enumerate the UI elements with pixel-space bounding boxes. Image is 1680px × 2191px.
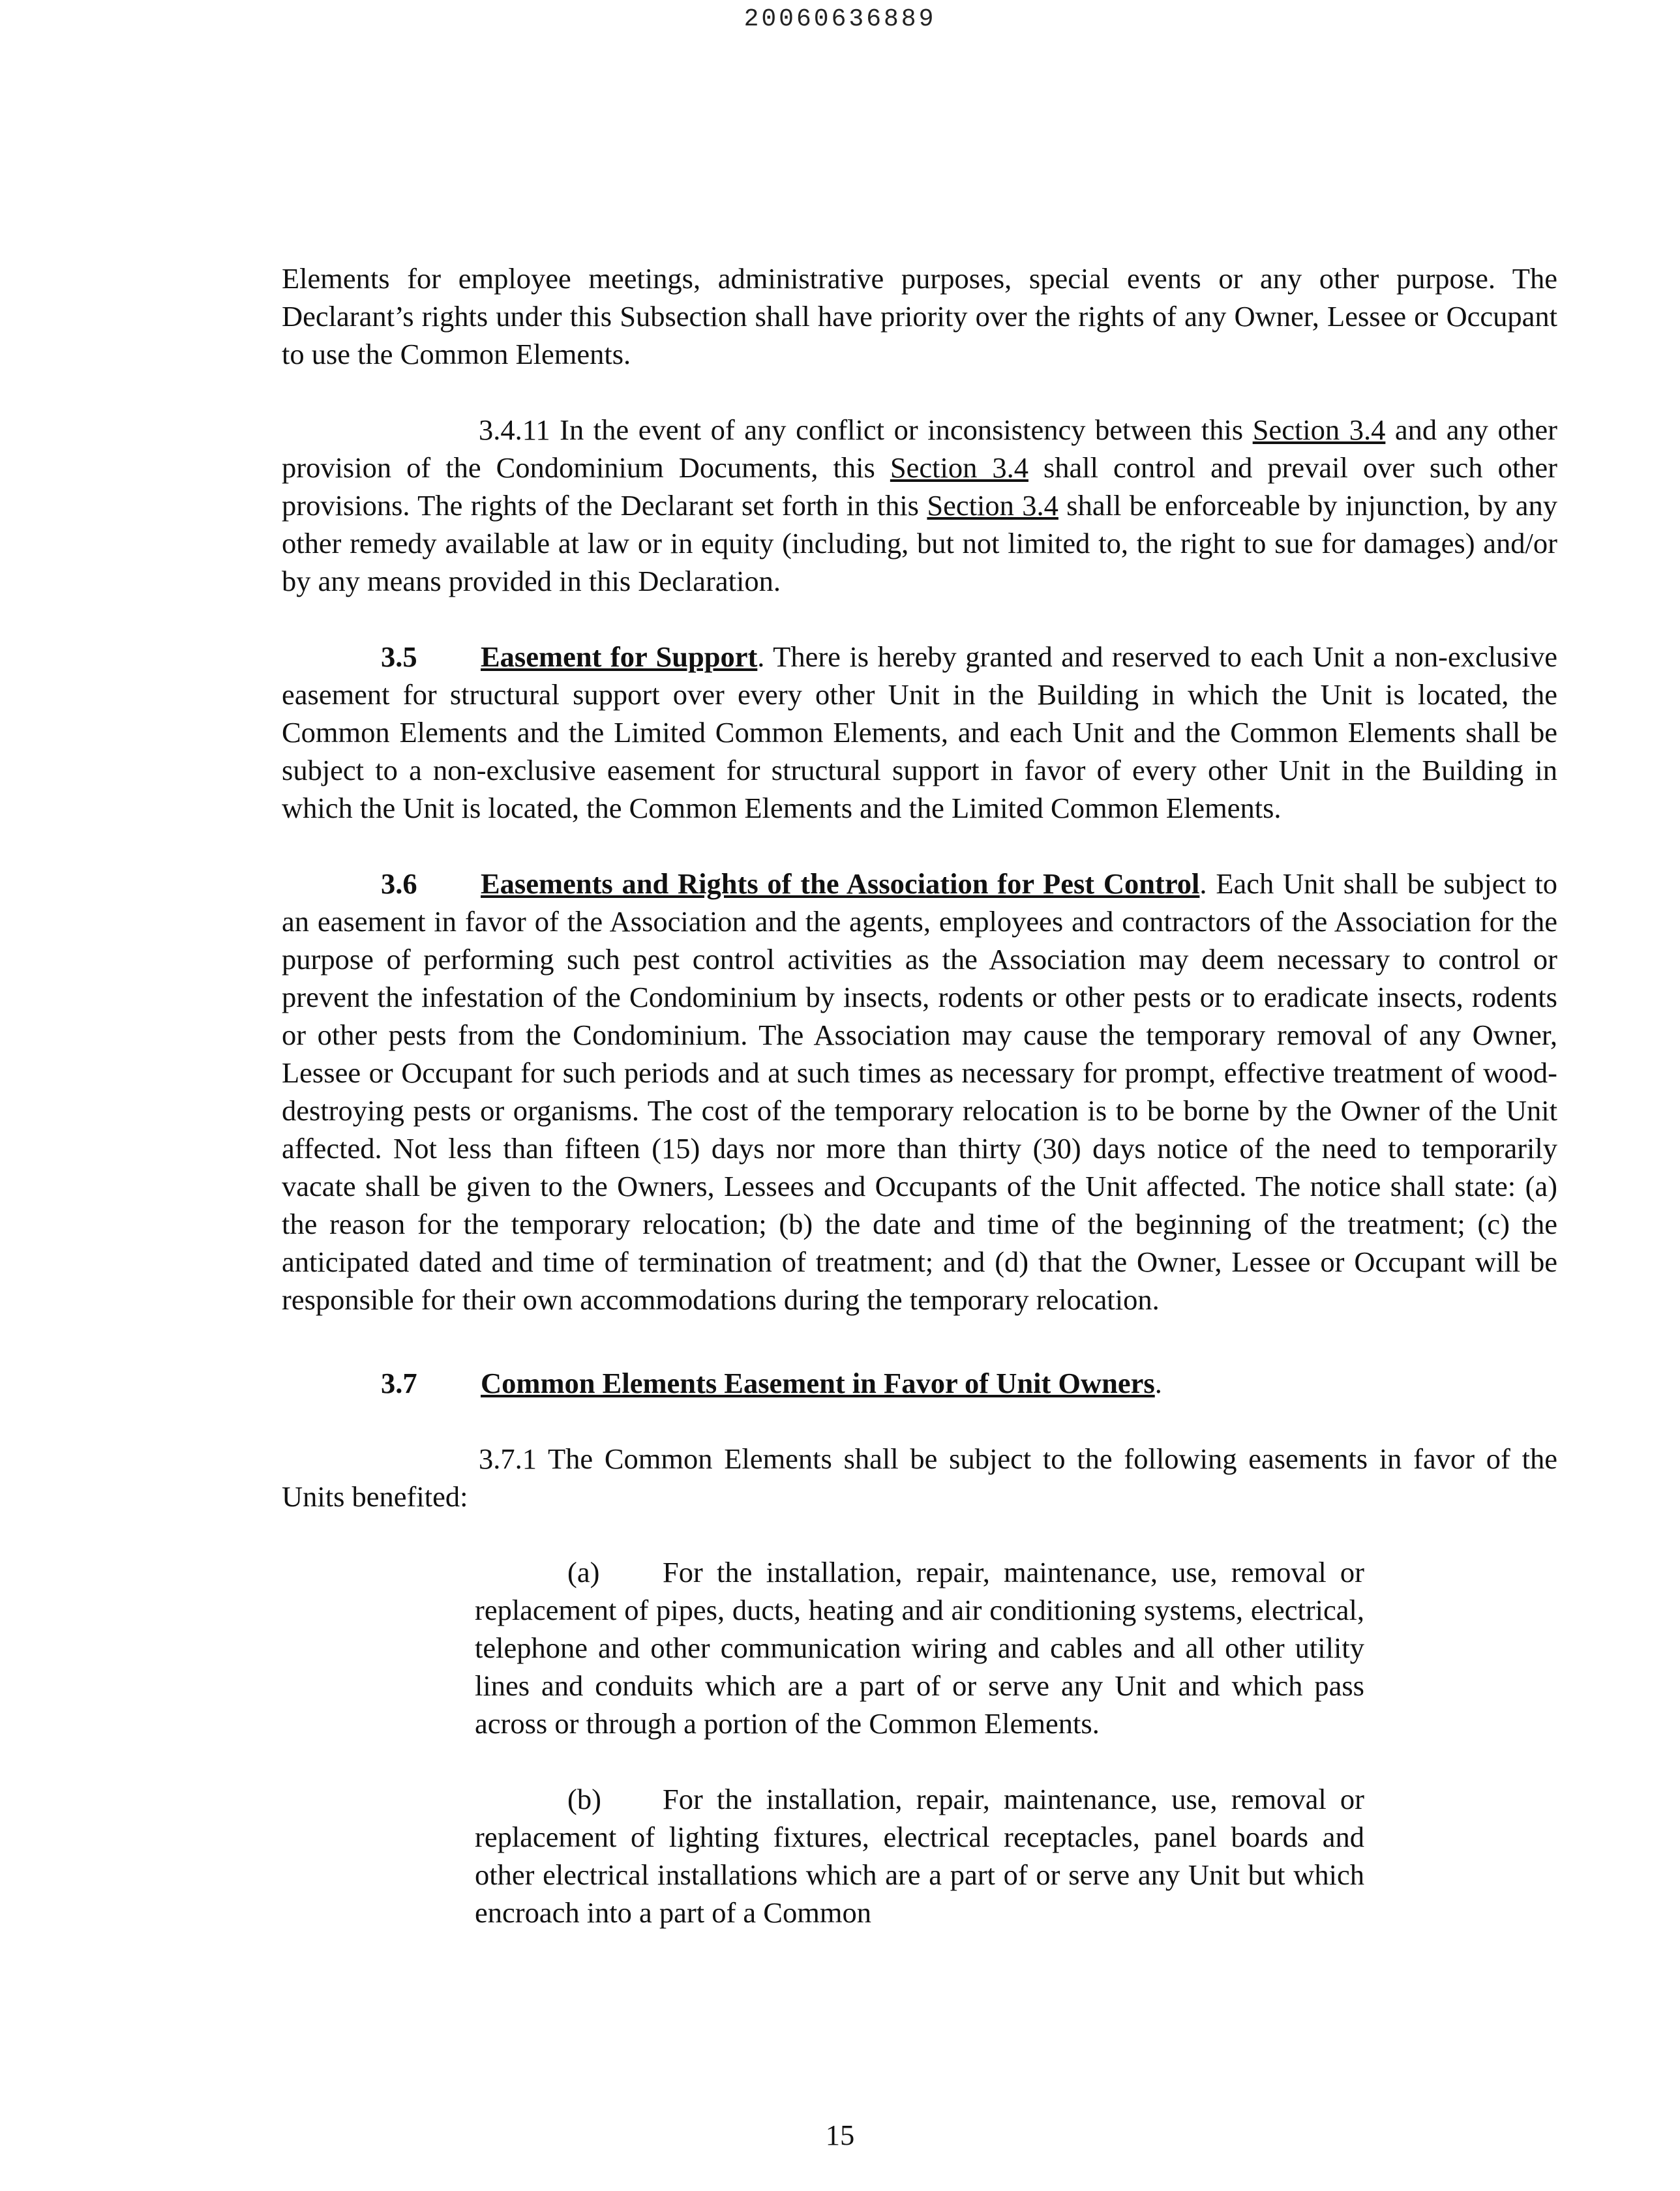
page-body	[282, 260, 1557, 1931]
section-number: 3.5	[381, 640, 417, 673]
section-title: Easements and Rights of the Association for Pest Control	[481, 867, 1200, 900]
paragraph-continuation: Elements for employee meetings, administrative purposes, special events or any other purpose. The Declarant’s rights under this Subsection shall have priority over the rights of any Owner, Lessee or Occupant to use the Common Elements.	[282, 262, 1557, 370]
page-number: 15	[825, 2119, 855, 2151]
section-reference: Section 3.4	[890, 451, 1028, 484]
subparagraph-a: (a) For the installation, repair, maintenance, use, removal or replacement of pipes, ducts, heating and air conditioning systems, electrical, telephone and other communication wiring and cables and all other utility lines and conduits which are a part of or serve any Unit and which pass across or through a portion of the Common Elements.	[475, 1553, 1364, 1742]
list-label: (b)	[567, 1783, 601, 1815]
paragraph-3-6: 3.6 Easements and Rights of the Association for Pest Control. Each Unit shall be subject to an easement in favor of the Association and the agents, employees and contractors of the Association for the purpose of performing such pest control activities as the Association may deem necessary to control or prevent the infestation of the Condominium by insects, rodents or other pests or to eradicate insects, rodents or other pests from the Condominium. The Association may cause the temporary removal of any Owner, Lessee or Occupant for such periods and at such times as necessary for prompt, effective treatment of wood-destroying pests or organisms. The cost of the temporary relocation is to be borne by the Owner of the Unit affected. Not less than fifteen (15) days nor more than thirty (30) days notice of the need to temporarily vacate shall be given to the Owners, Lessees and Occupants of the Unit affected. The notice shall state: (a) the reason for the temporary relocation; (b) the date and time of the beginning of the treatment; (c) the anticipated dated and time of termination of treatment; and (d) that the Owner, Lessee or Occupant will be responsible for their own accommodations during the temporary relocation.	[282, 865, 1557, 1319]
paragraph-3-5: 3.5 Easement for Support. There is hereby granted and reserved to each Unit a non-exclusive easement for structural support over every other Unit in the Building in which the Unit is located, the Common Elements and the Limited Common Elements, and each Unit and the Common Elements shall be subject to a non-exclusive easement for structural support in favor of every other Unit in the Building in which the Unit is located, the Common Elements and the Limited Common Elements.	[282, 638, 1557, 827]
paragraph-3-4-11: 3.4.11 In the event of any conflict or inconsistency between this Section 3.4 and any other provision of the Condominium Documents, this Section 3.4 shall control and prevail over such other provisions. The rights of the Declarant set forth in this Section 3.4 shall be enforceable by injunction, by any other remedy available at law or in equity (including, but not limited to, the right to sue for damages) and/or by any means provided in this Declaration.	[282, 413, 1558, 597]
section-number: 3.4.11	[479, 413, 550, 446]
subparagraph-b: (b) For the installation, repair, maintenance, use, removal or replacement of lighting fixtures, electrical receptacles, panel boards and other electrical installations which are a part of or serve any Unit but which encroach into a part of a Common	[475, 1780, 1364, 1931]
paragraph-3-7: 3.7 Common Elements Easement in Favor of Unit Owners.	[282, 1364, 1557, 1402]
list-label: (a)	[567, 1556, 600, 1588]
paragraph-3-7-1: 3.7.1 The Common Elements shall be subject to the following easements in favor of the Units benefited:	[282, 1442, 1557, 1513]
section-title: Common Elements Easement in Favor of Unit Owners	[481, 1367, 1155, 1399]
section-reference: Section 3.4	[927, 489, 1058, 522]
section-number: 3.7.1	[479, 1442, 537, 1475]
document-number: 20060636889	[743, 5, 937, 33]
section-reference: Section 3.4	[1252, 413, 1386, 446]
section-number: 3.6	[381, 867, 417, 900]
section-number: 3.7	[381, 1367, 417, 1399]
section-title: Easement for Support	[481, 640, 758, 673]
